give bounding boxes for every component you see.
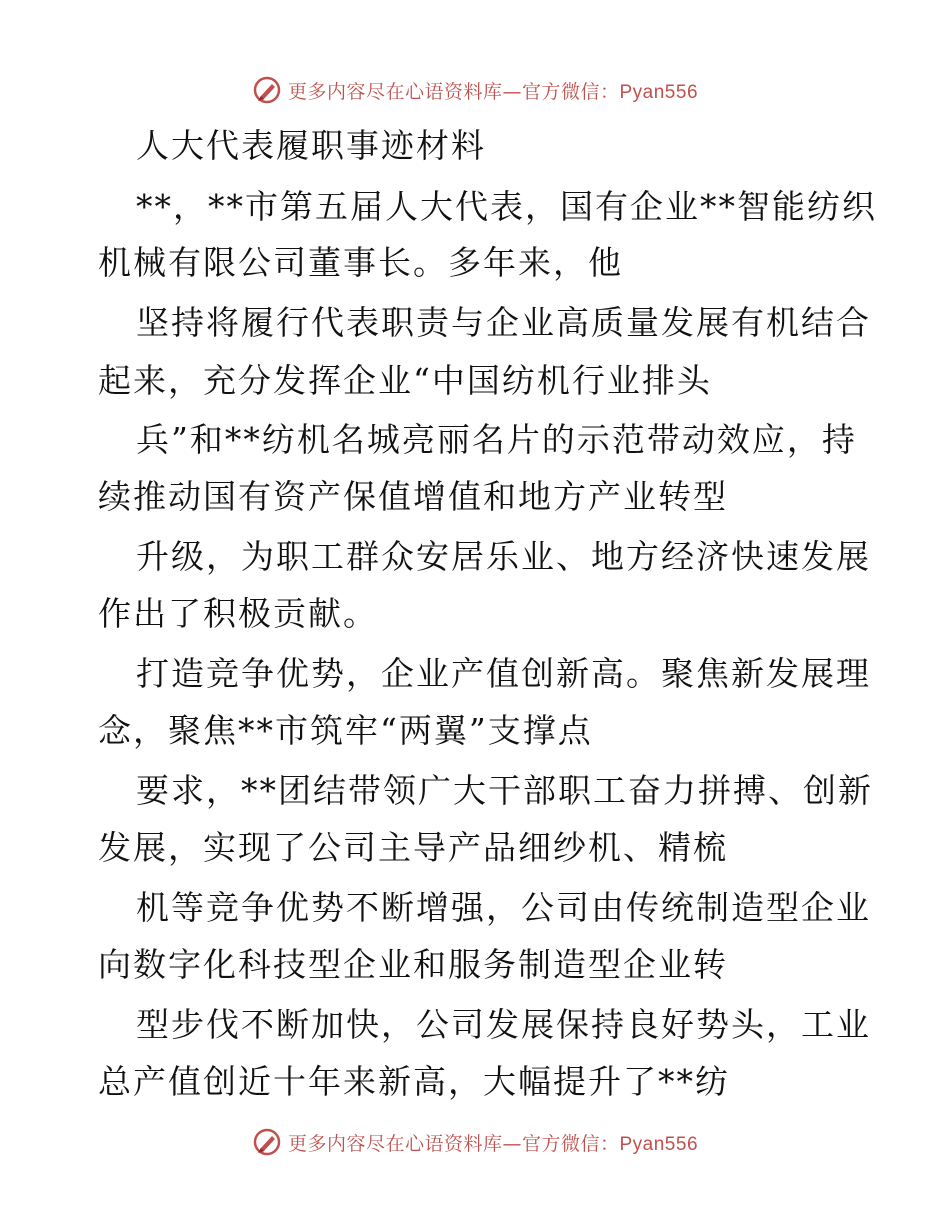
document-title: 人大代表履职事迹材料 bbox=[136, 126, 486, 165]
paragraph-line: 机等竞争优势不断增强，公司由传统制造型企业 bbox=[136, 888, 871, 927]
paragraph-line: 机械有限公司董事长。多年来，他 bbox=[98, 243, 623, 282]
watermark-account: Pyan556 bbox=[619, 1133, 699, 1155]
paragraph-line: 向数字化科技型企业和服务制造型企业转 bbox=[98, 945, 728, 984]
paragraph-line: 型步伐不断加快，公司发展保持良好势头，工业 bbox=[136, 1005, 871, 1044]
paragraph-line: 念，聚焦**市筑牢“两翼”支撑点 bbox=[98, 711, 593, 750]
paragraph-line: 发展，实现了公司主导产品细纱机、精梳 bbox=[98, 828, 728, 867]
paragraph-line: 要求，**团结带领广大干部职工奋力拼搏、创新 bbox=[136, 771, 873, 810]
paragraph-line: 打造竞争优势，企业产值创新高。聚焦新发展理 bbox=[136, 654, 871, 693]
paragraph-line: 作出了积极贡献。 bbox=[98, 594, 378, 633]
paragraph-line: **，**市第五届人大代表，国有企业**智能纺织 bbox=[136, 187, 877, 226]
paragraph-line: 兵”和**纺机名城亮丽名片的示范带动效应，持 bbox=[136, 420, 857, 459]
paragraph-line: 升级，为职工群众安居乐业、地方经济快速发展 bbox=[136, 537, 871, 576]
paragraph-line: 总产值创近十年来新高，大幅提升了**纺 bbox=[98, 1062, 730, 1101]
paragraph-line: 坚持将履行代表职责与企业高质量发展有机结合 bbox=[136, 303, 871, 342]
watermark-text: 更多内容尽在心语资料库—官方微信：Pyan556 bbox=[287, 1132, 699, 1155]
paragraph-line: 起来，充分发挥企业“中国纺机行业排头 bbox=[98, 361, 712, 400]
watermark-account: Pyan556 bbox=[619, 81, 699, 103]
pen-logo-icon bbox=[252, 1127, 282, 1157]
paragraph-line: 续推动国有资产保值增值和地方产业转型 bbox=[98, 477, 728, 516]
footer-watermark bbox=[0, 1122, 950, 1162]
watermark-text: 更多内容尽在心语资料库—官方微信：Pyan556 bbox=[287, 80, 699, 103]
